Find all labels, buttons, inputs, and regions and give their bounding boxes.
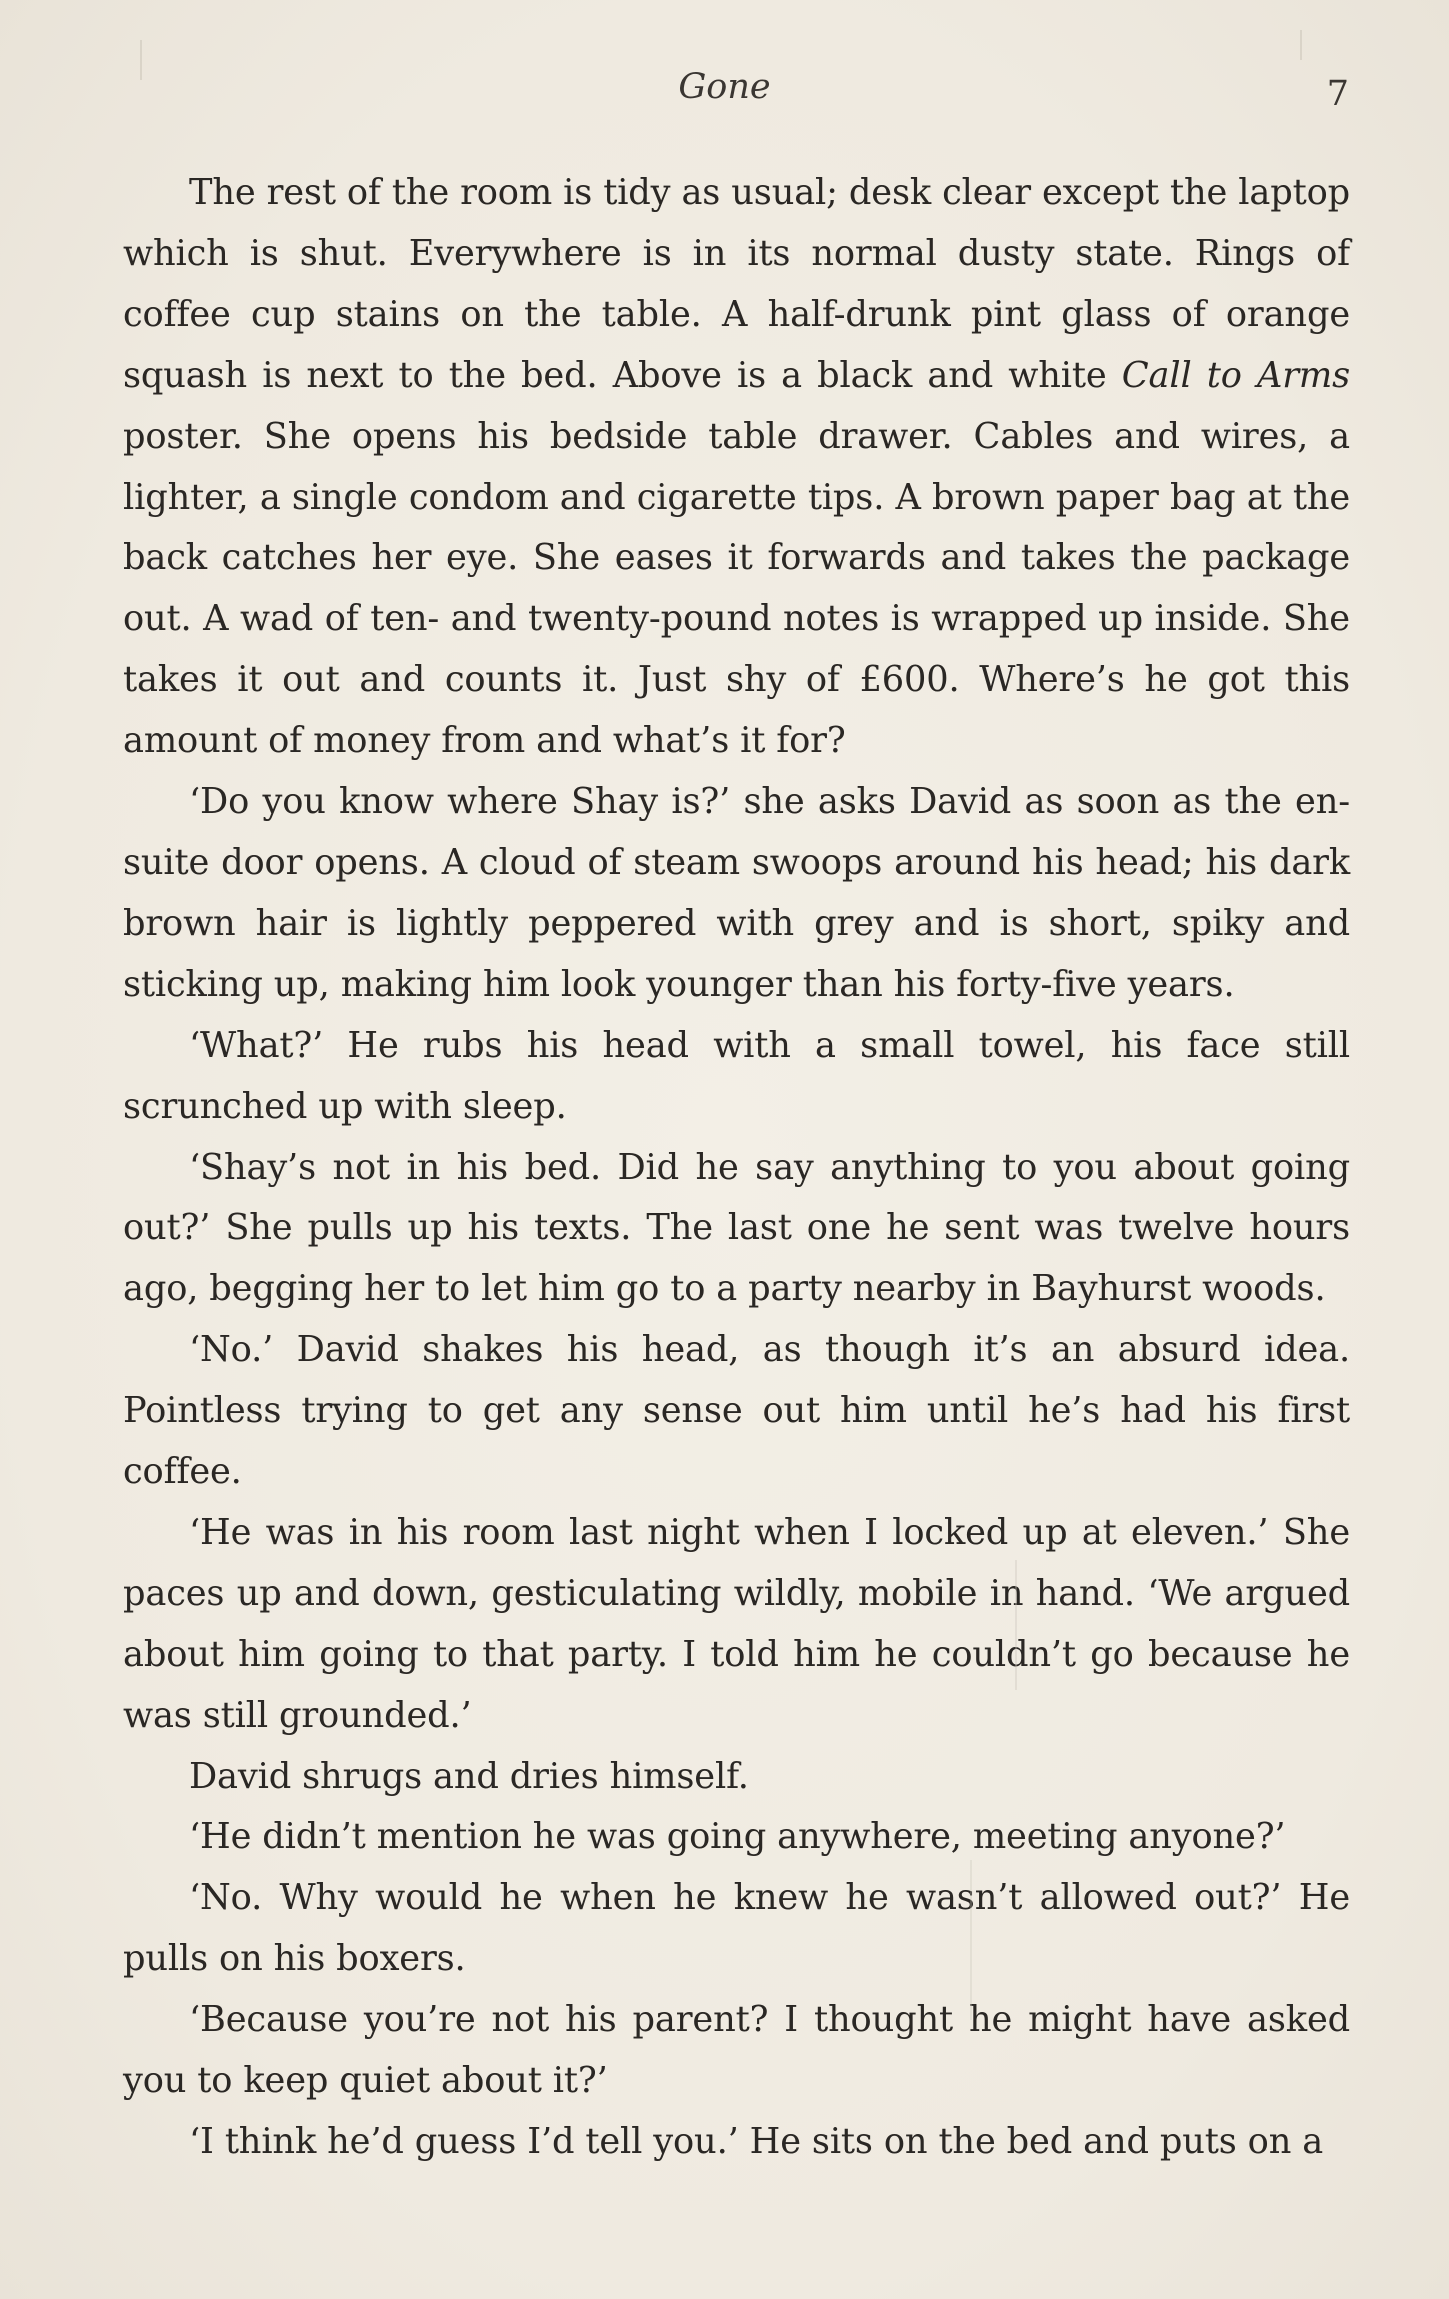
paragraph-1-text-a: The rest of the room is tidy as usual; desk clear except the laptop which is shut. Everywhere is in its normal dusty state. Rings of coffee cup stains on the table. A half-drunk pint glass of orange squash is next to the bed. Above is a black and white: [123, 172, 1350, 396]
scan-speck: [1300, 30, 1302, 60]
paragraph-9: ‘No. Why would he when he knew he wasn’t allowed out?’ He pulls on his boxers.: [123, 1877, 1350, 1980]
page-number: 7: [1326, 74, 1349, 114]
paragraph-4: ‘Shay’s not in his bed. Did he say anything to you about going out?’ She pulls up his texts. The last one he sent was twelve hours ago, begging her to let him go to a party nearby in Bayhurst woods.: [123, 1146, 1350, 1310]
scan-speck: [140, 40, 142, 80]
paragraph-10: ‘Because you’re not his parent? I thought he might have asked you to keep quiet about it?’: [123, 1999, 1350, 2102]
body-text: [123, 163, 1350, 2173]
poster-title: Call to Arms: [1121, 354, 1350, 396]
paragraph-2: ‘Do you know where Shay is?’ she asks David as soon as the en-suite door opens. A cloud of steam swoops around his head; his dark brown hair is lightly peppered with grey and is short, spiky and sticking up, making him look younger than his forty-five years.: [123, 781, 1350, 1005]
paragraph-1-text-b: poster. She opens his bedside table drawer. Cables and wires, a lighter, a single condom and cigarette tips. A brown paper bag at the back catches her eye. She eases it forwards and takes the package out. A wad of ten- and twenty-pound notes is wrapped up inside. She takes it out and counts it. Just shy of £600. Where’s he got this amount of money from and what’s it for?: [123, 415, 1350, 762]
running-title: Gone: [678, 67, 771, 107]
paragraph-8: ‘He didn’t mention he was going anywhere, meeting anyone?’: [189, 1816, 1286, 1858]
running-head: [0, 62, 1449, 112]
paragraph-3: ‘What?’ He rubs his head with a small towel, his face still scrunched up with sleep.: [123, 1024, 1350, 1127]
paragraph-7: David shrugs and dries himself.: [189, 1755, 749, 1797]
paragraph-5: ‘No.’ David shakes his head, as though it’s an absurd idea. Pointless trying to get any sense out him until he’s had his first coffee.: [123, 1329, 1350, 1493]
scan-speck: [1015, 1560, 1017, 1690]
paragraph-11: ‘I think he’d guess I’d tell you.’ He sits on the bed and puts on a: [189, 2121, 1324, 2162]
paragraph-1: [123, 163, 1350, 772]
scan-speck: [970, 1860, 972, 2020]
paragraph-6: ‘He was in his room last night when I locked up at eleven.’ She paces up and down, gesticulating wildly, mobile in hand. ‘We argued about him going to that party. I told him he couldn’t go because he was still grounded.’: [123, 1511, 1350, 1736]
